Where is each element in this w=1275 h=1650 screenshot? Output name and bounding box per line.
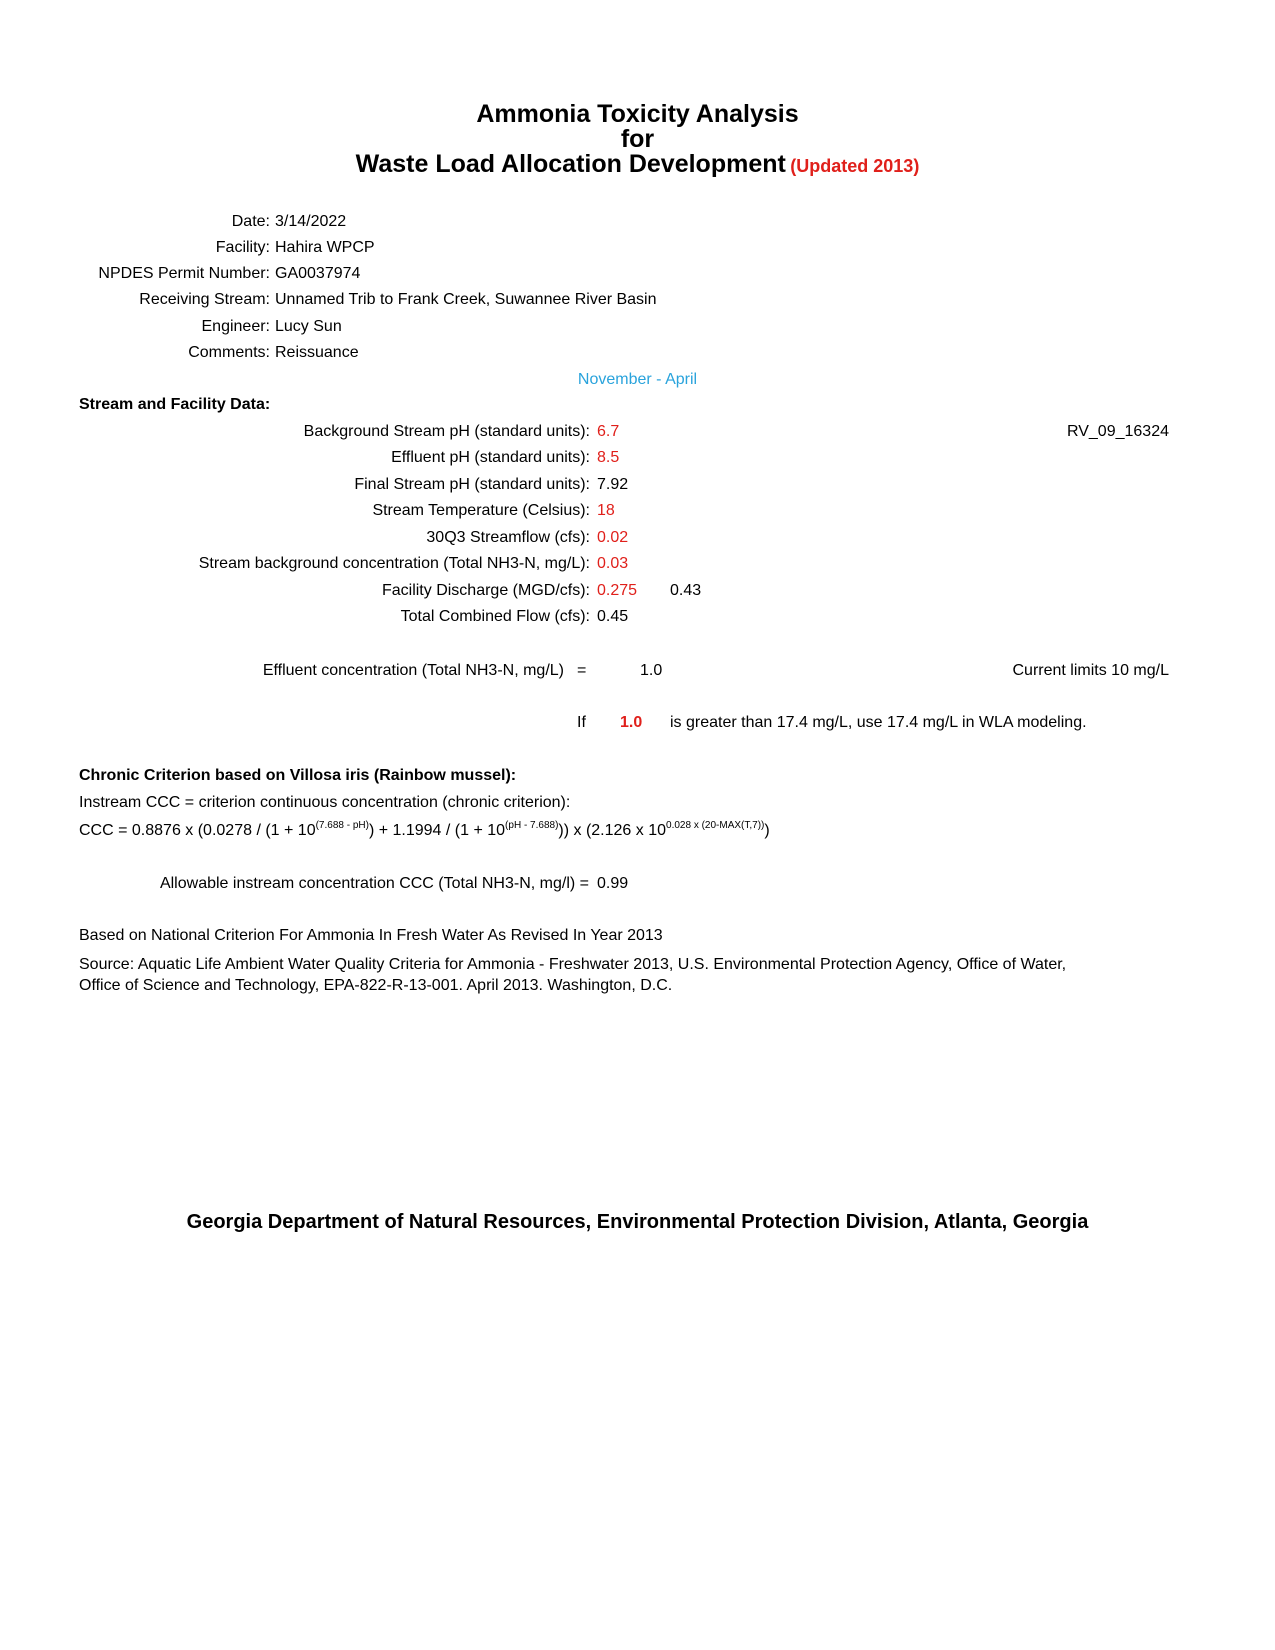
effluent-equals: = <box>577 662 587 679</box>
engineer-label: Engineer: <box>201 318 270 335</box>
title-line-1: Ammonia Toxicity Analysis <box>476 100 799 128</box>
title-line-2: for <box>620 125 655 153</box>
formula-exponent-3: 0.028 x (20-MAX(T,7)) <box>666 820 765 831</box>
if-label: If <box>577 714 586 731</box>
effluent-concentration-value: 1.0 <box>640 662 663 679</box>
background-concentration-label: Stream background concentration (Total NH3-N, mg/L): <box>198 555 590 572</box>
effluent-ph-value: 8.5 <box>597 449 620 466</box>
ccc-definition: Instream CCC = criterion continuous concentration (chronic criterion): <box>79 794 571 811</box>
npdes-value: GA0037974 <box>275 265 361 282</box>
formula-part-1: CCC = 0.8876 x (0.0278 / (1 + 10 <box>79 822 316 839</box>
facility-label: Facility: <box>215 239 270 256</box>
effluent-concentration-label: Effluent concentration (Total NH3-N, mg/L) <box>262 662 564 679</box>
allowable-ccc-label: Allowable instream concentration CCC (Total NH3-N, mg/l) = <box>159 875 589 892</box>
effluent-ph-label: Effluent pH (standard units): <box>391 449 590 466</box>
stream-temperature-label: Stream Temperature (Celsius): <box>372 502 590 519</box>
background-ph-value: 6.7 <box>597 423 620 440</box>
chronic-heading: Chronic Criterion based on Villosa iris (Rainbow mussel): <box>79 767 517 784</box>
stream-temperature-value: 18 <box>597 502 615 519</box>
formula-part-4: ) <box>764 822 770 839</box>
total-combined-flow-label: Total Combined Flow (cfs): <box>400 608 590 625</box>
streamflow-label: 30Q3 Streamflow (cfs): <box>426 529 590 546</box>
ccc-formula <box>79 822 770 840</box>
formula-exponent-1: (7.688 - pH) <box>315 820 369 831</box>
background-concentration-value: 0.03 <box>597 555 629 572</box>
final-stream-ph-label: Final Stream pH (standard units): <box>354 476 590 493</box>
formula-part-3: )) x (2.126 x 10 <box>558 822 667 839</box>
if-value: 1.0 <box>620 714 643 731</box>
receiving-stream-label: Receiving Stream: <box>139 291 270 308</box>
final-stream-ph-value: 7.92 <box>597 476 629 493</box>
source-line-1: Source: Aquatic Life Ambient Water Quality Criteria for Ammonia - Freshwater 2013, U.S. Environmental Protection Agency, Office of Water, <box>79 956 1067 973</box>
current-limits: Current limits 10 mg/L <box>1012 662 1169 679</box>
agency-footer: Georgia Department of Natural Resources, Environmental Protection Division, Atlanta, Georgia <box>186 1211 1089 1233</box>
comments-label: Comments: <box>188 344 270 361</box>
facility-value: Hahira WPCP <box>275 239 375 256</box>
stream-data-heading: Stream and Facility Data: <box>79 396 271 413</box>
allowable-ccc-value: 0.99 <box>597 875 629 892</box>
receiving-stream-value: Unnamed Trib to Frank Creek, Suwannee River Basin <box>275 291 657 308</box>
formula-exponent-2: (pH - 7.688) <box>505 820 559 831</box>
title-line-3 <box>0 152 1275 177</box>
if-text: is greater than 17.4 mg/L, use 17.4 mg/L in WLA modeling. <box>670 714 1087 731</box>
facility-discharge-label: Facility Discharge (MGD/cfs): <box>381 582 590 599</box>
reference-id: RV_09_16324 <box>1066 423 1169 440</box>
engineer-value: Lucy Sun <box>275 318 342 335</box>
facility-discharge-cfs: 0.43 <box>670 582 702 599</box>
facility-discharge-value: 0.275 <box>597 582 638 599</box>
updated-note: (Updated 2013) <box>790 156 920 176</box>
title-main: Waste Load Allocation Development <box>355 150 786 178</box>
criterion-basis: Based on National Criterion For Ammonia In Fresh Water As Revised In Year 2013 <box>79 927 663 944</box>
formula-part-2: ) + 1.1994 / (1 + 10 <box>368 822 506 839</box>
source-line-2: Office of Science and Technology, EPA-822-R-13-001. April 2013. Washington, D.C. <box>79 977 673 994</box>
background-ph-label: Background Stream pH (standard units): <box>303 423 590 440</box>
date-value: 3/14/2022 <box>275 213 347 230</box>
streamflow-value: 0.02 <box>597 529 629 546</box>
season-label: November - April <box>577 371 698 388</box>
total-combined-flow-value: 0.45 <box>597 608 629 625</box>
comments-value: Reissuance <box>275 344 359 361</box>
date-label: Date: <box>231 213 270 230</box>
npdes-label: NPDES Permit Number: <box>98 265 270 282</box>
